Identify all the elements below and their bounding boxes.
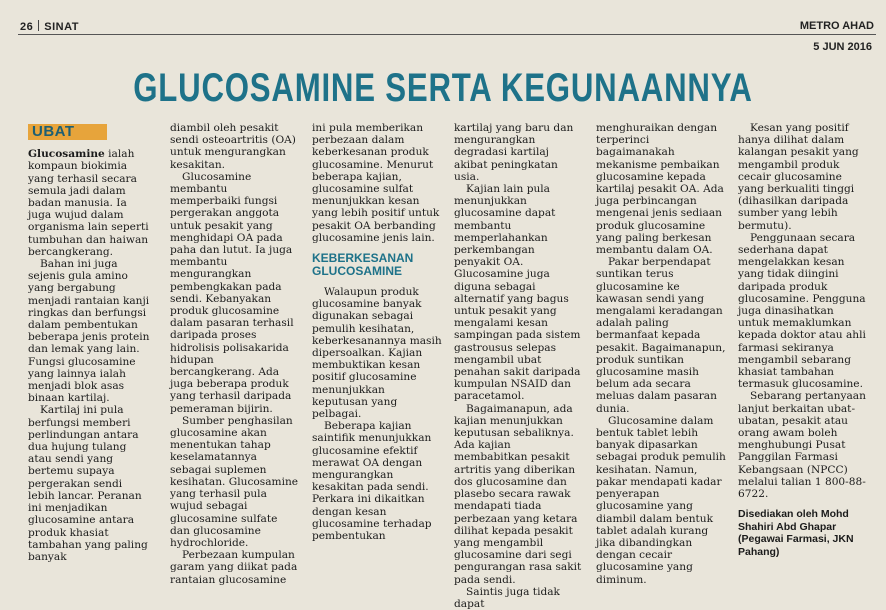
paragraph: Glucosamine dalam bentuk tablet lebih banyak dipasarkan sebagai produk pemulih kesihatan. Namun, pakar mendapati kadar penyerapan glucosamine yang diambil dalam bentuk tablet adalah kurang jika dibandingkan dengan cecair glucosamine yang diminum.	[596, 414, 726, 586]
paragraph: ini pula memberikan perbezaan dalam keberkesanan produk glucosamine. Menurut beberapa kajian, glucosamine sulfat menunjukkan kesan yang lebih positif untuk pesakit OA berbanding glucosamine jenis lain.	[312, 122, 440, 244]
article-column-3	[312, 122, 444, 542]
publication-date: 5 JUN 2016	[813, 41, 872, 53]
paragraph: Bagaimanapun, ada kajian menunjukkan keputusan sebaliknya. Ada kajian membabitkan pesakit artritis yang diberikan dos glucosamine dan plasebo secara rawak mendapati tiada perbezaan yang ketara dilihat kepada pesakit yang mengambil glucosamine dari segi pengurangan rasa sakit pada sendi.	[454, 402, 582, 586]
subheading: KEBERKESANAN GLUCOSAMINE	[312, 251, 414, 279]
paragraph: Sebarang pertanyaan lanjut berkaitan ubat-ubatan, pesakit atau orang awam boleh menghubungi Pusat Panggilan Farmasi Kebangsaan (NPCC) melalui talian 1 800-88-6722.	[738, 390, 866, 501]
article-column-1	[28, 124, 152, 563]
paragraph: Kajian lain pula menunjukkan glucosamine dapat membantu memperlahankan perkembangan penyakit OA. Glucosamine juga diguna sebagai alternatif yang bagus untuk pesakit yang mengalami kesan sampingan pada sistem gastrousus selepas mengambil ubat penahan sakit daripada kumpulan NSAID dan paracetamol.	[454, 183, 581, 403]
paragraph: Penggunaan secara sederhana dapat mengelakkan kesan yang tidak diingini daripada produk glucosamine. Pengguna juga dinasihatkan untuk memaklumkan kepada doktor atau ahli farmasi sekiranya mengambil sebarang khasiat tambahan termasuk glucosamine.	[738, 231, 866, 391]
paragraph: Pakar berpendapat suntikan terus glucosamine ke kawasan sendi yang mengalami keradangan adalah paling bermanfaat kepada pesakit. Bagaimanapun, produk suntikan glucosamine masih belum ada secara meluas dalam pasaran dunia.	[596, 256, 726, 415]
paragraph: Walaupun produk glucosamine banyak digunakan sebagai pemulih kesihatan, keberkesanannya masih dipersoalkan. Kajian membuktikan kesan positif glucosamine menunjukkan keputusan yang pelbagai.	[312, 286, 442, 421]
article-column-2	[170, 122, 300, 586]
paragraph: Kartilaj ini pula berfungsi memberi perlindungan antara dua hujung tulang atau sendi yang bertemu supaya pergerakan sendi lebih lancar. Peranan ini menjadikan glucosamine antara produk khasiat tambahan yang paling banyak	[28, 404, 148, 563]
header-rule	[18, 34, 876, 35]
paragraph: Kesan yang positif hanya dilihat dalam kalangan pesakit yang mengambil produk cecair glucosamine yang berkualiti tinggi (dihasilkan daripada sumber yang lebih bermutu).	[738, 122, 859, 232]
article-column-6	[738, 122, 868, 558]
lead-word: Glucosamine	[28, 148, 105, 161]
paragraph: Sumber penghasilan glucosamine akan menentukan tahap keselamatannya sebagai suplemen kesihatan. Glucosamine yang terhasil pula wujud sebagai glucosamine sulfate dan glucosamine hydrochloride.	[170, 414, 299, 549]
section-label: UBAT	[28, 124, 107, 140]
page-folio	[20, 20, 79, 33]
paragraph: Glucosamine membantu memperbaiki fungsi pergerakan anggota untuk pesakit yang menghidapi OA pada paha dan lutut. Ia juga membantu mengurangkan pembengkakan pada sendi. Kebanyakan produk glucosamine dalam pasaran terhasil daripada proses hidrolisis polisakarida hidupan bercangkerang. Ada juga beberapa produk yang terhasil daripada pemeraman bijirin.	[170, 170, 294, 415]
author-credit: Disediakan oleh Mohd Shahiri Abd Ghapar (Pegawai Farmasi, JKN Pahang)	[738, 508, 854, 558]
folio-divider	[38, 20, 39, 31]
paragraph: Saintis juga tidak dapat	[454, 585, 560, 610]
article-column-5	[596, 122, 726, 586]
paragraph: diambil oleh pesakit sendi osteoartritis (OA) untuk mengurangkan kesakitan.	[170, 122, 296, 171]
paragraph: Perbezaan kumpulan garam yang diikat pada rantaian glucosamine	[170, 549, 298, 586]
paragraph-text: ialah kompaun biokimia yang terhasil secara semula jadi dalam badan manusia. Ia juga wujud dalam organisma lain seperti tumbuhan dan haiwan bercangkerang.	[28, 148, 149, 258]
article-headline: GLUCOSAMINE SERTA KEGUNAANNYA	[133, 66, 753, 110]
publication-name: METRO AHAD	[799, 20, 874, 32]
paragraph: Beberapa kajian saintifik menunjukkan glucosamine efektif merawat OA dengan mengurangkan kesakitan pada sendi. Perkara ini dikaitkan dengan kesan glucosamine terhadap pembentukan	[312, 420, 432, 543]
paragraph: Bahan ini juga sejenis gula amino yang bergabung menjadi rantaian kanji ringkas dan berfungsi dalam pembentukan beberapa jenis protein dan lemak yang lain. Fungsi glucosamine yang lainnya ialah menjadi blok asas binaan kartilaj.	[28, 258, 150, 405]
paragraph: menghuraikan dengan terperinci bagaimanakah mekanisme pembaikan glucosamine kepada kartilaj pesakit OA. Ada juga perbincangan mengenai jenis sediaan produk glucosamine yang paling berkesan membantu dalam OA.	[596, 122, 724, 257]
page-header	[0, 0, 886, 56]
section-name: SINAT	[44, 21, 79, 33]
paragraph: kartilaj yang baru dan mengurangkan degradasi kartilaj akibat peningkatan usia.	[454, 122, 574, 183]
paragraph	[28, 148, 152, 258]
article-column-4	[454, 122, 582, 610]
page-number: 26	[20, 21, 34, 33]
